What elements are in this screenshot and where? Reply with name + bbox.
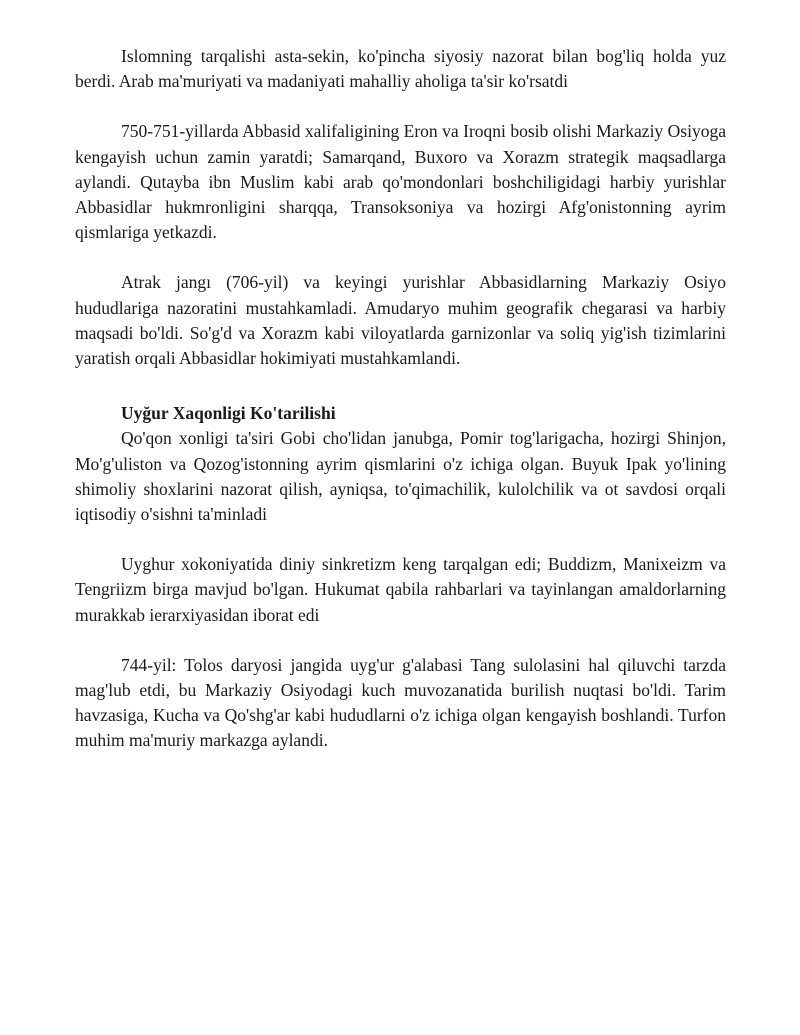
document-page [75, 44, 726, 779]
paragraph-islam-spread: Islomning tarqalishi asta-sekin, ko'pincha siyosiy nazorat bilan bog'liq holda yuz berdi. Arab ma'muriyati va madaniyati mahalliy aholiga ta'sir ko'rsatdi [75, 46, 726, 92]
section-heading: Uyğur Xaqonligi Ko'tarilishi [121, 403, 336, 424]
paragraph-abbasid-expansion: 750-751-yillarda Abbasid xalifaligining Eron va Iroqni bosib olishi Markaziy Osiyoga kengayish uchun zamin yaratdi; Samarqand, Buxoro va Xorazm strategik maqsadlarga aylandi. Qutayba ibn Muslim kabi arab qo'mondonlari boshchiligidagi harbiy yurishlar Abbasidlar hukmronligini sharqqa, Transoksoniya va hozirgi Afg'onistonning ayrim qismlariga yetkazdi. [75, 121, 726, 243]
paragraph-atrak-battle: Atrak jangı (706-yil) va keyingi yurishlar Abbasidlarning Markaziy Osiyo hududlariga nazoratini mustahkamladi. Amudaryo muhim geografik chegarasi va harbiy maqsadi bo'ldi. So'g'd va Xorazm kabi viloyatlarda garnizonlar va soliq yig'ish tizimlarini yaratish orqali Abbasidlar hokimiyati mustahkamlandi. [75, 272, 726, 369]
paragraph-khanate-influence: Qo'qon xonligi ta'siri Gobi cho'lidan janubga, Pomir tog'larigacha, hozirgi Shinjon, Mo'g'uliston va Qozog'istonning ayrim qismlarini o'z ichiga olgan. Buyuk Ipak yo'lining shimoliy shoxlarini nazorat qilish, ayniqsa, to'qimachilik, kulolchilik va ot savdosi orqali iqtisodiy o'sishni ta'minladi [75, 428, 726, 525]
paragraph-talas-battle: 744-yil: Tolos daryosi jangida uyg'ur g'alabasi Tang sulolasini hal qiluvchi tarzda mag'lub etdi, bu Markaziy Osiyodagi kuch muvozanatida burilish nuqtasi bo'ldi. Tarim havzasiga, Kucha va Qo'shg'ar kabi hududlarni o'z ichiga olgan kengayish boshlandi. Turfon muhim ma'muriy markazga aylandi. [75, 654, 726, 751]
paragraph-religious-syncretism: Uyghur xokoniyatida diniy sinkretizm keng tarqalgan edi; Buddizm, Manixeizm va Tengriizm birga mavjud bo'lgan. Hukumat qabila rahbarlari va tayinlangan amaldorlarning murakkab ierarxiyasidan iborat edi [75, 554, 726, 625]
